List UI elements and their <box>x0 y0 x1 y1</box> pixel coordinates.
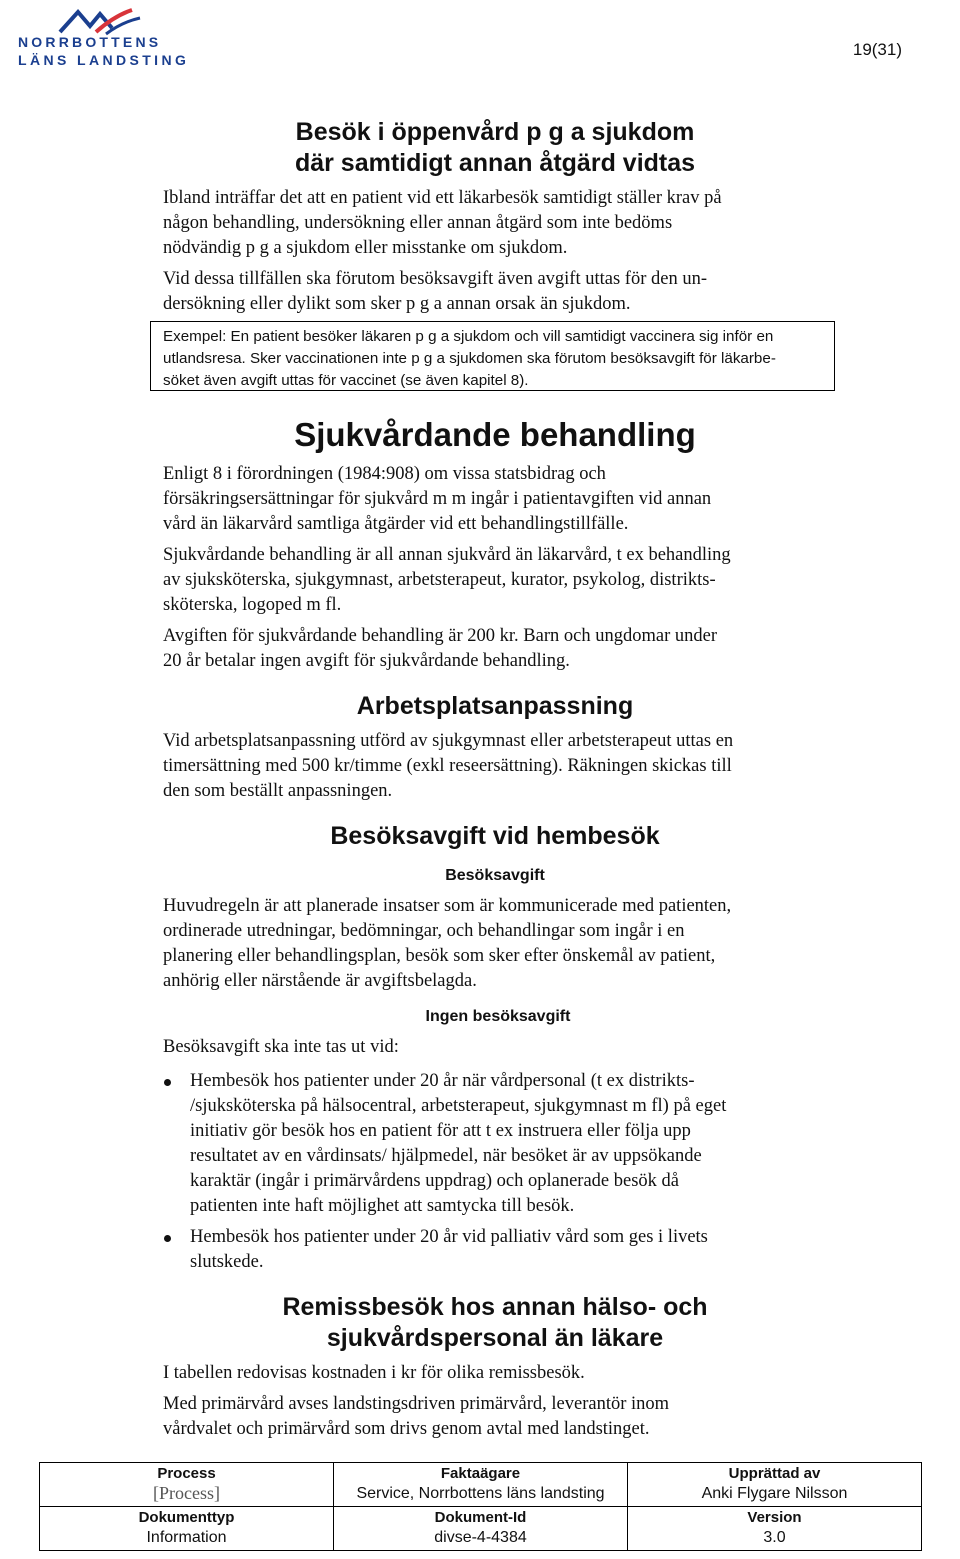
footer-value: divse-4-4384 <box>434 1529 527 1546</box>
section5-paragraph-2 <box>163 1392 883 1442</box>
logo <box>18 6 190 70</box>
footer-label: Faktaägare <box>440 1465 521 1482</box>
section4-paragraph-1 <box>163 894 883 994</box>
footer-value: Anki Flygare Nilsson <box>701 1485 848 1502</box>
footer-value: [Process] <box>153 1483 220 1503</box>
table-cell <box>628 1507 922 1551</box>
text-line: av sjuksköterska, sjukgymnast, arbetsterapeut, kurator, psykolog, distrikts- <box>163 570 716 590</box>
subheading-ingen-besoksavgift: Ingen besöksavgift <box>425 1008 571 1025</box>
text-line: I tabellen redovisas kostnaden i kr för olika remissbesök. <box>163 1363 585 1383</box>
section-heading-1-line1: Besök i öppenvård p g a sjukdom <box>295 118 695 146</box>
table-cell <box>628 1463 922 1507</box>
table-cell <box>40 1463 334 1507</box>
text-line: Huvudregeln är att planerade insatser som är kommunicerade med patienten, <box>163 896 732 916</box>
footer-label: Upprättad av <box>728 1465 821 1482</box>
text-line: Sjukvårdande behandling är all annan sjukvård än läkarvård, t ex behandling <box>163 545 731 565</box>
text-line: resultatet av en vårdinsats/ hjälpmedel, när besöket är av uppsökande <box>190 1146 702 1166</box>
example-box <box>150 321 835 391</box>
table-cell <box>334 1507 628 1551</box>
section5-paragraph-1 <box>163 1361 883 1386</box>
text-line: karaktär (ingår i primärvårdens uppdrag) och oplanerade besök då <box>190 1171 680 1191</box>
text-line: /sjuksköterska på hälsocentral, arbetsterapeut, sjukgymnast m fl) på eget <box>190 1096 727 1116</box>
example-line: Exempel: En patient besöker läkaren p g a sjukdom och vill samtidigt vaccinera sig inför en <box>163 328 774 345</box>
list-item <box>162 1069 862 1219</box>
text-line: slutskede. <box>190 1252 264 1272</box>
subheading-besoksavgift: Besöksavgift <box>445 867 545 884</box>
example-line: utlandsresa. Sker vaccinationen inte p g a sjukdomen ska förutom besöksavgift för läkarbe- <box>163 350 776 367</box>
section3-paragraph <box>163 729 883 804</box>
table-cell <box>334 1463 628 1507</box>
text-line: ordinerade utredningar, bedömningar, och behandlingar som ingår i en <box>163 921 685 941</box>
section2-paragraph-2 <box>163 543 883 618</box>
section1-paragraph-1 <box>163 186 883 261</box>
section-heading-5 <box>160 1292 830 1354</box>
section1-paragraph-2 <box>163 267 883 317</box>
text-line: Hembesök hos patienter under 20 år vid palliativ vård som ges i livets <box>190 1227 708 1247</box>
text-line: Enligt 8 i förordningen (1984:908) om vissa statsbidrag och <box>163 464 606 484</box>
section-heading-3: Arbetsplatsanpassning <box>356 692 634 720</box>
section-heading-4: Besöksavgift vid hembesök <box>330 822 660 850</box>
footer-value: Service, Norrbottens läns landsting <box>356 1485 605 1502</box>
bullet-list <box>162 1069 862 1275</box>
text-line: anhörig eller närstående är avgiftsbelagda. <box>163 971 477 991</box>
section4-intro <box>163 1035 883 1060</box>
text-line: försäkringsersättningar för sjukvård m m ingår i patientavgiften vid annan <box>163 489 712 509</box>
text-line: vårdvalet och primärvård som drivs genom avtal med landstinget. <box>163 1419 650 1439</box>
text-line: Ibland inträffar det att en patient vid ett läkarbesök samtidigt ställer krav på <box>163 188 722 208</box>
section2-paragraph-3 <box>163 624 883 674</box>
page-number: 19(31) <box>852 40 902 59</box>
text-line: Besöksavgift ska inte tas ut vid: <box>163 1037 399 1057</box>
section-heading-1 <box>160 117 830 179</box>
footer-label: Dokumenttyp <box>138 1509 235 1526</box>
example-line: söket även avgift uttas för vaccinet (se även kapitel 8). <box>163 372 529 389</box>
text-line: Hembesök hos patienter under 20 år när vårdpersonal (t ex distrikts- <box>190 1071 695 1091</box>
text-line: någon behandling, undersökning eller annan åtgärd som inte bedöms <box>163 213 673 233</box>
text-line: dersökning eller dylikt som sker p g a annan orsak än sjukdom. <box>163 294 631 314</box>
text-line: Vid dessa tillfällen ska förutom besöksavgift även avgift uttas för den un- <box>163 269 707 289</box>
footer-value: Information <box>146 1529 227 1546</box>
text-line: nödvändig p g a sjukdom eller misstanke om sjukdom. <box>163 238 568 258</box>
text-line: Vid arbetsplatsanpassning utförd av sjukgymnast eller arbetsterapeut uttas en <box>163 731 734 751</box>
text-line: 20 år betalar ingen avgift för sjukvårdande behandling. <box>163 651 570 671</box>
text-line: Med primärvård avses landstingsdriven primärvård, leverantör inom <box>163 1394 670 1414</box>
text-line: planering eller behandlingsplan, besök som sker efter önskemål av patient, <box>163 946 716 966</box>
text-line: sköterska, logoped m fl. <box>163 595 342 615</box>
logo-text-line2: LÄNS LANDSTING <box>18 52 190 68</box>
text-line: Avgiften för sjukvårdande behandling är 200 kr. Barn och ungdomar under <box>163 626 717 646</box>
footer-table <box>39 1462 922 1551</box>
footer-label: Dokument-Id <box>434 1509 527 1526</box>
text-line: patienten inte haft möjlighet att samtycka till besök. <box>190 1196 575 1216</box>
text-line: timersättning med 500 kr/timme (exkl reseersättning). Räkningen skickas till <box>163 756 732 776</box>
section2-paragraph-1 <box>163 462 883 537</box>
logo-text-line1: NORRBOTTENS <box>18 34 162 50</box>
bullet-icon <box>164 1079 171 1086</box>
section-heading-2: Sjukvårdande behandling <box>294 416 696 453</box>
section-heading-5-line1: Remissbesök hos annan hälso- och <box>282 1293 708 1321</box>
footer-value: 3.0 <box>763 1529 786 1546</box>
section-heading-1-line2: där samtidigt annan åtgärd vidtas <box>294 149 696 177</box>
table-row <box>40 1507 922 1551</box>
text-line: vård än läkarvård samtliga åtgärder vid ett behandlingstillfälle. <box>163 514 629 534</box>
section-heading-5-line2: sjukvårdspersonal än läkare <box>326 1324 664 1352</box>
text-line: initiativ gör besök hos en patient för att t ex instruera eller följa upp <box>190 1121 691 1141</box>
text-line: den som beställt anpassningen. <box>163 781 393 801</box>
table-cell <box>40 1507 334 1551</box>
table-row <box>40 1463 922 1507</box>
bullet-icon <box>164 1235 171 1242</box>
list-item <box>162 1225 862 1275</box>
footer-label: Version <box>747 1509 802 1526</box>
logo-mark-icon <box>56 6 146 36</box>
footer-label: Process <box>157 1465 216 1482</box>
